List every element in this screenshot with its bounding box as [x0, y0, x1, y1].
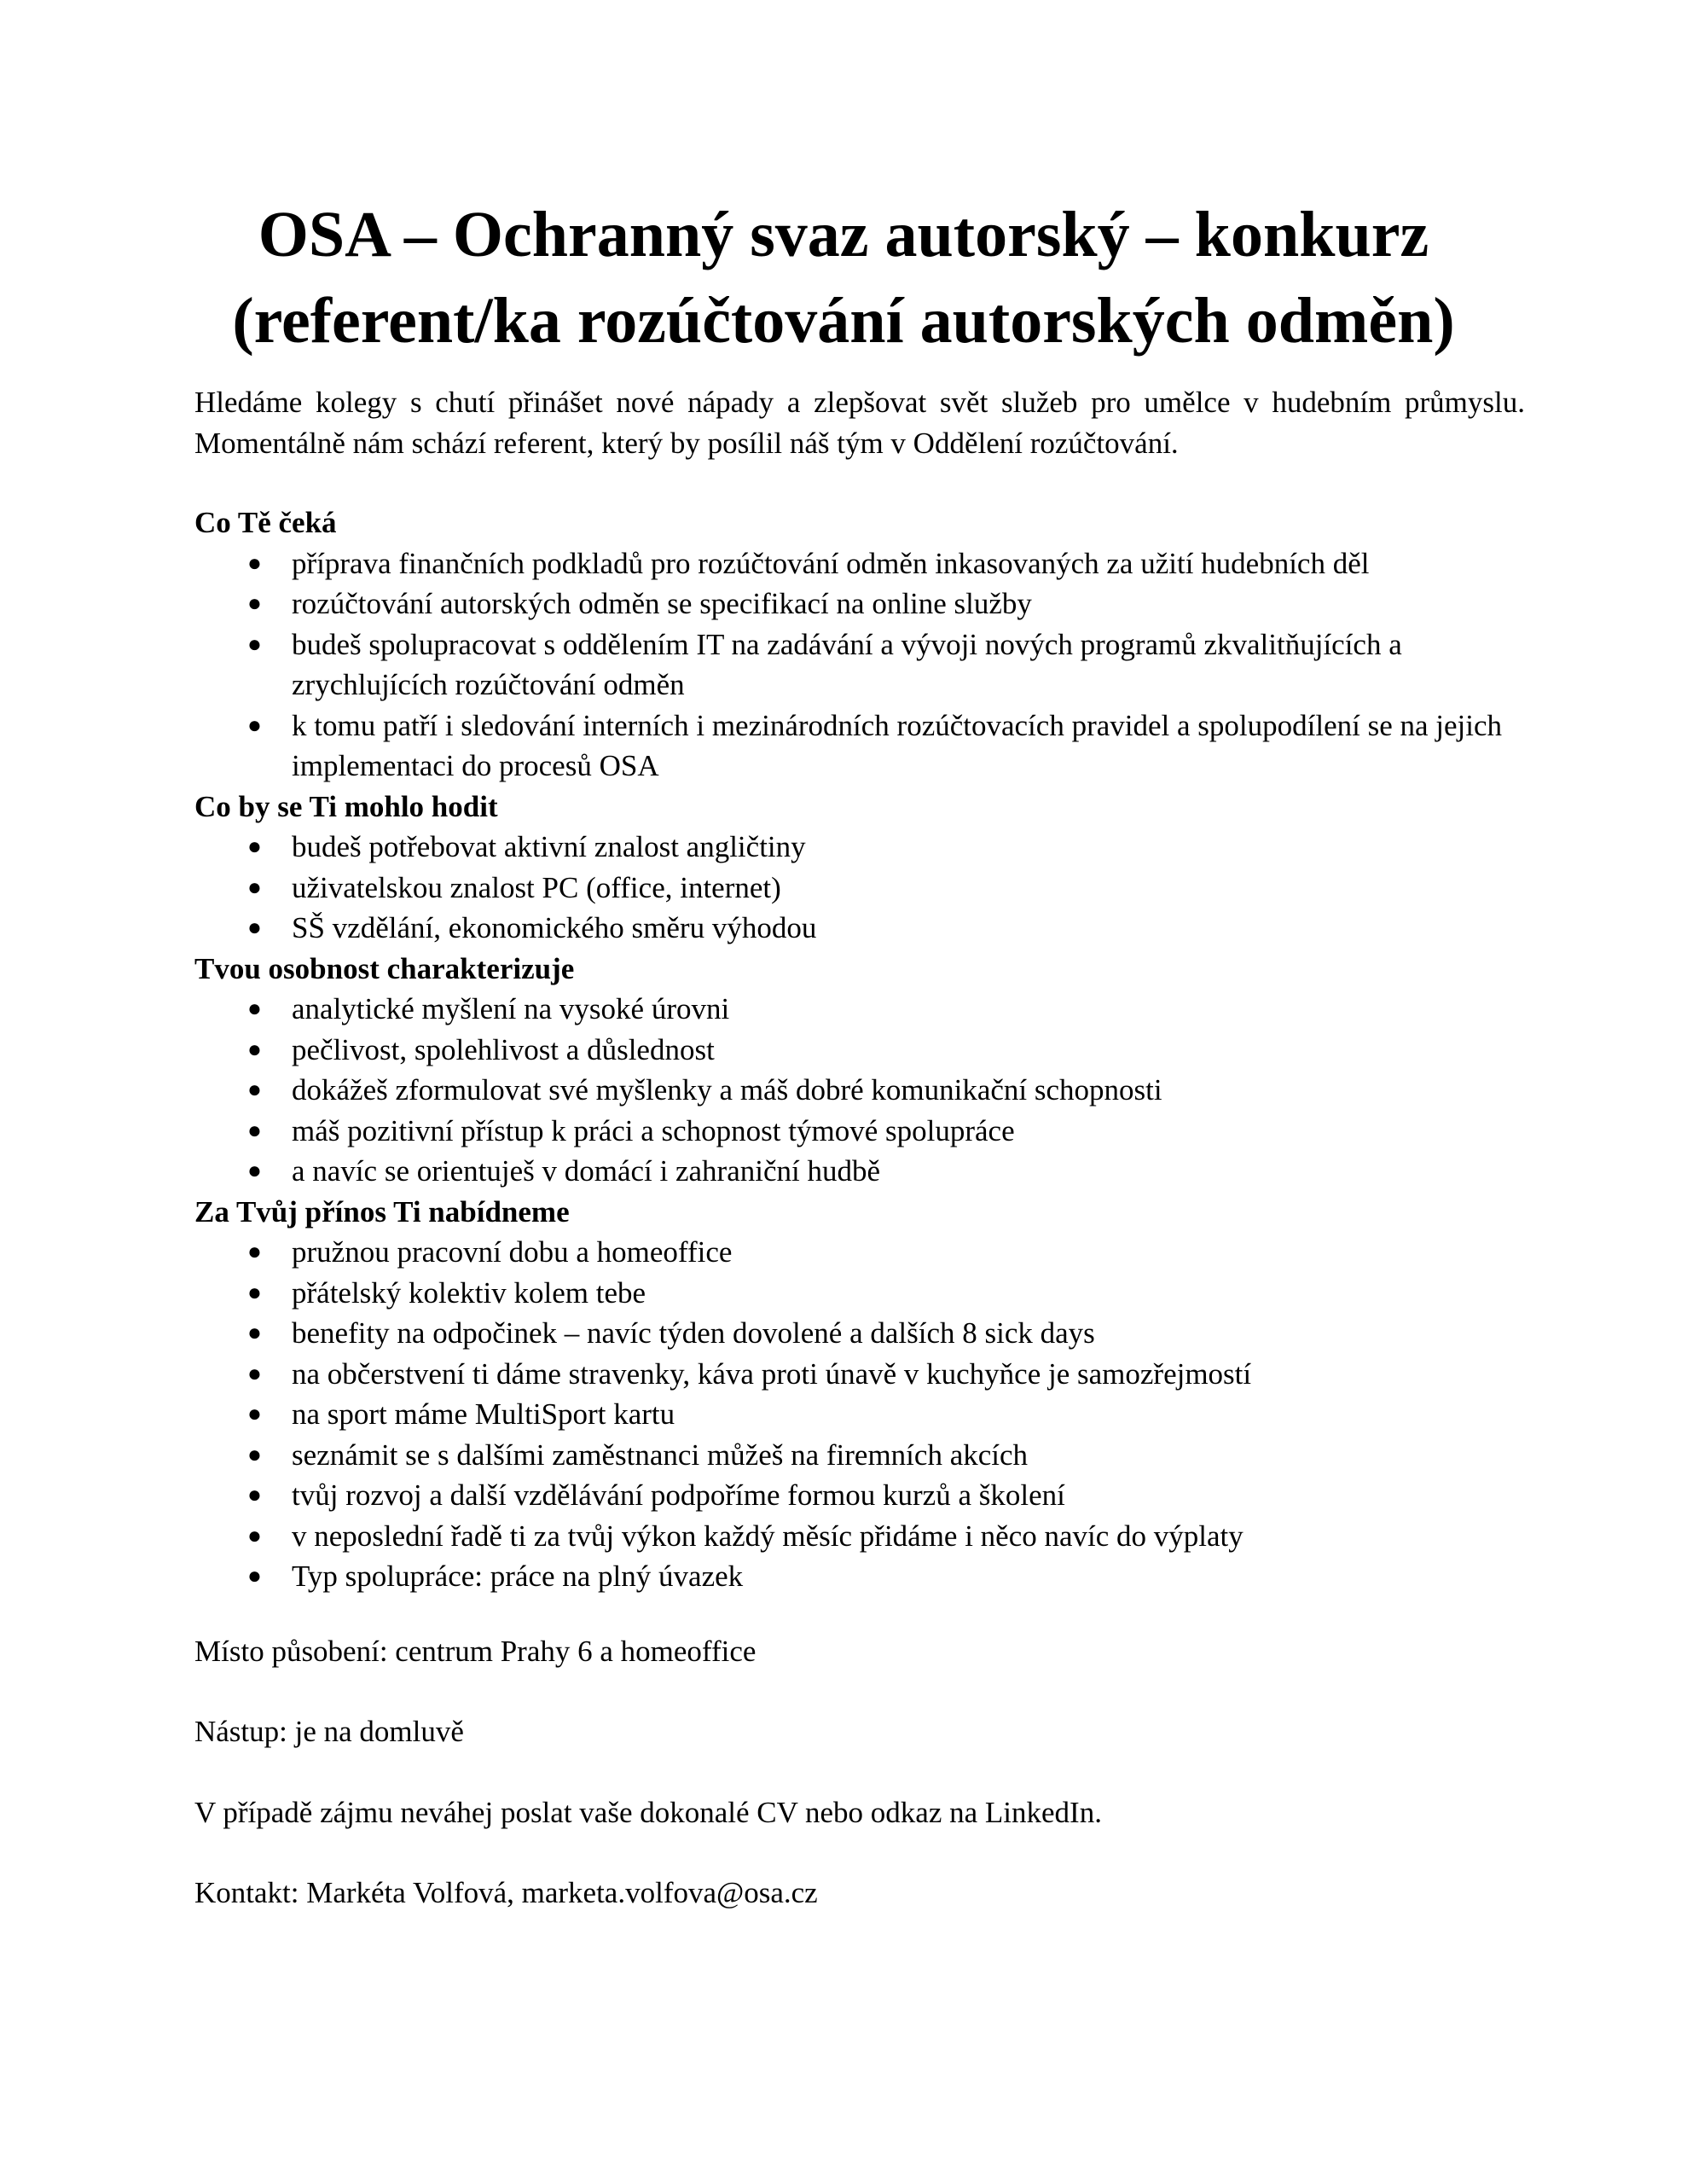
- bullet-list: [194, 827, 1525, 949]
- list-item-text: analytické myšlení na vysoké úrovni: [292, 992, 730, 1025]
- list-item-text: benefity na odpočinek – navíc týden dovolené a dalších 8 sick days: [292, 1316, 1095, 1350]
- list-item-text: máš pozitivní přístup k práci a schopnost týmové spolupráce: [292, 1113, 1015, 1147]
- title-line-2: (referent/ka rozúčtování autorských odměn): [232, 285, 1455, 357]
- bullet-icon: ●: [247, 1522, 262, 1549]
- list-item: [194, 1435, 1525, 1476]
- bullet-icon: ●: [247, 1482, 262, 1508]
- list-item-text: dokážeš zformulovat své myšlenky a máš dobré komunikační schopnosti: [292, 1073, 1162, 1107]
- list-item-text: a navíc se orientuješ v domácí i zahraniční hudbě: [292, 1154, 881, 1188]
- list-item-text: tvůj rozvoj a další vzdělávání podpoříme formou kurzů a školení: [292, 1478, 1065, 1512]
- list-item-text: SŠ vzdělání, ekonomického směru výhodou: [292, 911, 817, 944]
- bullet-icon: ●: [247, 1279, 262, 1306]
- bullet-icon: ●: [247, 1401, 262, 1427]
- list-item-text: na občerstvení ti dáme stravenky, káva proti únavě v kuchyňce je samozřejmostí: [292, 1356, 1252, 1391]
- list-item: [194, 1394, 1525, 1435]
- bullet-icon: ●: [247, 1036, 262, 1063]
- list-item: [194, 1070, 1525, 1111]
- list-item: [194, 543, 1525, 584]
- bullet-icon: ●: [247, 1320, 262, 1346]
- bullet-icon: ●: [247, 630, 262, 658]
- bullet-icon: ●: [247, 874, 262, 901]
- list-item-text: k tomu patří i sledování interních i mezinárodních rozúčtovacích pravidel a spolupodílení se na jejich implementaci do procesů OSA: [292, 708, 1503, 782]
- list-item-text: pružnou pracovní dobu a homeoffice: [292, 1235, 733, 1269]
- list-item: [194, 584, 1525, 624]
- bullet-icon: ●: [247, 1563, 262, 1589]
- list-item-text: přátelský kolektiv kolem tebe: [292, 1275, 646, 1310]
- bullet-icon: ●: [247, 1360, 262, 1387]
- list-item: [194, 706, 1525, 787]
- list-item: [194, 1556, 1525, 1597]
- list-item: [194, 1313, 1525, 1354]
- section-heading: Co Tě čeká: [194, 506, 337, 539]
- bullet-icon: ●: [247, 1239, 262, 1265]
- contact-paragraph: Kontakt: Markéta Volfová, marketa.volfova@osa.cz: [194, 1876, 818, 1909]
- list-item-text: budeš potřebovat aktivní znalost angličtiny: [292, 830, 806, 863]
- apply-paragraph: V případě zájmu neváhej poslat vaše dokonalé CV nebo odkaz na LinkedIn.: [194, 1795, 1102, 1829]
- location-paragraph: Místo působení: centrum Prahy 6 a homeoffice: [194, 1634, 757, 1668]
- list-item: [194, 1354, 1525, 1395]
- list-item-text: uživatelskou znalost PC (office, internet): [292, 870, 781, 904]
- bullet-icon: ●: [247, 1441, 262, 1468]
- list-item-text: příprava finančních podkladů pro rozúčtování odměn inkasovaných za užití hudebních děl: [292, 546, 1370, 580]
- intro-paragraph: Hledáme kolegy s chutí přinášet nové nápady a zlepšovat svět služeb pro umělce v hudebním průmyslu. Momentálně nám schází referent, který by posílil náš tým v Oddělení rozúčtování.: [194, 386, 1525, 460]
- list-item-text: budeš spolupracovat s oddělením IT na zadávání a vývoji nových programů zkvalitňujících a zrychlujících rozúčtování odměn: [292, 627, 1402, 701]
- list-item: [194, 1030, 1525, 1071]
- section-heading: Za Tvůj přínos Ti nabídneme: [194, 1194, 570, 1228]
- bullet-icon: ●: [247, 1077, 262, 1103]
- list-item: [194, 989, 1525, 1030]
- list-item: [194, 624, 1525, 706]
- sections-container: [194, 502, 1525, 1597]
- list-item-text: Typ spolupráce: práce na plný úvazek: [292, 1560, 744, 1593]
- bullet-icon: ●: [247, 549, 262, 577]
- list-item-text: pečlivost, spolehlivost a důslednost: [292, 1032, 715, 1066]
- title-line-1: OSA – Ochranný svaz autorský – konkurz: [258, 199, 1429, 270]
- list-item: [194, 1273, 1525, 1314]
- bullet-icon: ●: [247, 712, 262, 739]
- list-item-text: rozúčtování autorských odměn se specifikací na online služby: [292, 587, 1032, 620]
- bullet-icon: ●: [247, 834, 262, 860]
- list-item: [194, 1111, 1525, 1152]
- bullet-list: [194, 1232, 1525, 1597]
- bullet-icon: ●: [247, 1117, 262, 1144]
- list-item-text: na sport máme MultiSport kartu: [292, 1397, 675, 1431]
- section-heading: Tvou osobnost charakterizuje: [194, 951, 575, 985]
- bullet-icon: ●: [247, 590, 262, 617]
- bullet-icon: ●: [247, 1158, 262, 1184]
- list-item: [194, 908, 1525, 949]
- bullet-list: [194, 543, 1525, 787]
- list-item: [194, 868, 1525, 909]
- list-item-text: v neposlední řadě ti za tvůj výkon každý měsíc přidáme i něco navíc do výplaty: [292, 1519, 1244, 1553]
- bullet-icon: ●: [247, 996, 262, 1022]
- list-item: [194, 1475, 1525, 1516]
- document-body: [194, 382, 1525, 1914]
- list-item: [194, 1151, 1525, 1192]
- bullet-list: [194, 989, 1525, 1192]
- list-item: [194, 1232, 1525, 1273]
- list-item: [194, 827, 1525, 868]
- bullet-icon: ●: [247, 915, 262, 941]
- start-paragraph: Nástup: je na domluvě: [194, 1715, 464, 1748]
- page-title: [0, 192, 1687, 364]
- list-item: [194, 1516, 1525, 1557]
- section-heading: Co by se Ti mohlo hodit: [194, 789, 498, 823]
- list-item-text: seznámit se s dalšími zaměstnanci můžeš na firemních akcích: [292, 1438, 1029, 1472]
